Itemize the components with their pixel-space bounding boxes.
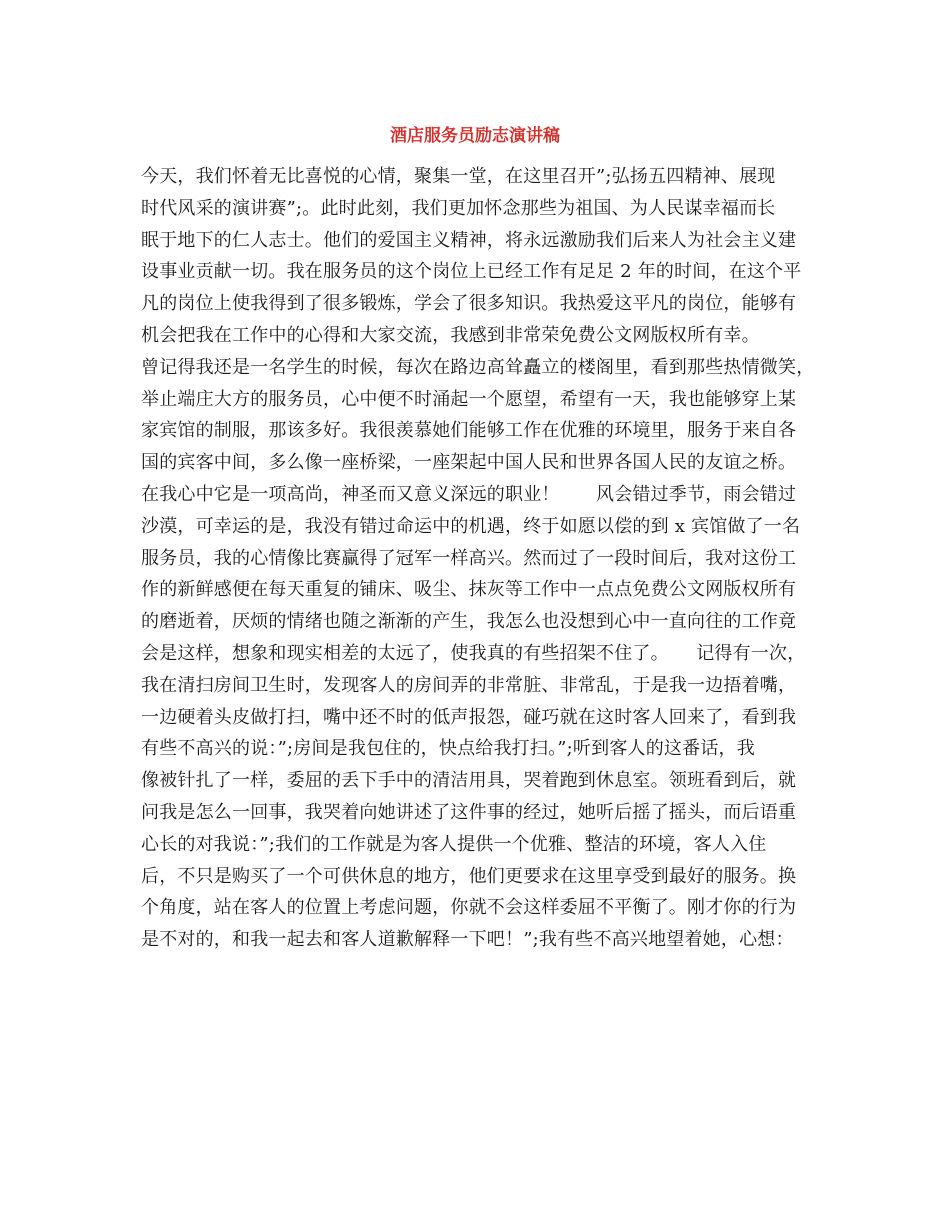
body-line: 的磨逝着，厌烦的情绪也随之渐渐的产生，我怎么也没想到心中一直向往的工作竟 [141, 611, 797, 633]
body-line: 国的宾客中间，多么像一座桥梁，一座架起中国人民和世界各国人民的友谊之桥。 [141, 452, 797, 474]
body-line: 今天，我们怀着无比喜悦的心情，聚集一堂，在这里召开”;弘扬五四精神、展现 [141, 166, 776, 187]
body-line: 眠于地下的仁人志士。他们的爱国主义精神，将永远激励我们后来人为社会主义建 [141, 229, 797, 251]
document-body [141, 161, 831, 956]
body-line: 个角度，站在客人的位置上考虑问题，你就不会这样委屈不平衡了。刚才你的行为 [141, 897, 797, 919]
body-line: 时代风采的演讲赛”;。此时此刻，我们更加怀念那些为祖国、为人民谋幸福而长 [141, 197, 776, 219]
body-line: 心长的对我说：”;我们的工作就是为客人提供一个优雅、整洁的环境，客人入住 [141, 833, 767, 855]
body-line: 沙漠，可幸运的是，我没有错过命运中的机遇，终于如愿以偿的到 x 宾馆做了一名 [141, 515, 801, 537]
body-line: 服务员，我的心情像比赛赢得了冠军一样高兴。然而过了一段时间后，我对这份工 [141, 547, 797, 569]
body-line: 举止端庄大方的服务员，心中便不时涌起一个愿望，希望有一天，我也能够穿上某 [141, 388, 797, 410]
body-line: 一边硬着头皮做打扫，嘴中还不时的低声报怨，碰巧就在这时客人回来了，看到我 [141, 706, 797, 728]
body-line: 设事业贡献一切。我在服务员的这个岗位上已经工作有足足 2 年的时间，在这个平 [141, 261, 802, 283]
body-line: 家宾馆的制服，那该多好。我很羡慕她们能够工作在优雅的环境里，服务于来自各 [141, 420, 797, 442]
document-title: 酒店服务员励志演讲稿 [390, 126, 560, 146]
body-line: 有些不高兴的说：”;房间是我包住的，快点给我打扫。”;听到客人的这番话，我 [141, 738, 755, 760]
body-line: 像被针扎了一样，委屈的丢下手中的清洁用具，哭着跑到休息室。领班看到后，就 [141, 770, 797, 792]
body-line: 作的新鲜感便在每天重复的铺床、吸尘、抹灰等工作中一点点免费公文网版权所有 [141, 579, 797, 601]
body-line: 曾记得我还是一名学生的时候，每次在路边高耸矗立的楼阁里，看到那些热情微笑， [141, 356, 815, 378]
body-line: 凡的岗位上使我得到了很多锻炼，学会了很多知识。我热爱这平凡的岗位，能够有 [141, 293, 797, 315]
body-line: 后，不只是购买了一个可供休息的地方，他们更要求在这里享受到最好的服务。换 [141, 865, 797, 887]
body-line: 问我是怎么一回事，我哭着向她讲述了这件事的经过，她听后摇了摇头，而后语重 [141, 801, 797, 823]
body-line: 是不对的，和我一起去和客人道歉解释一下吧！”;我有些不高兴地望着她，心想： [141, 929, 794, 951]
body-line: 我在清扫房间卫生时，发现客人的房间弄的非常脏、非常乱，于是我一边捂着嘴， [141, 674, 797, 696]
body-line: 机会把我在工作中的心得和大家交流，我感到非常荣免费公文网版权所有幸。 [141, 324, 760, 346]
body-line: 在我心中它是一项高尚，神圣而又意义深远的职业！ 风会错过季节，雨会错过 [141, 483, 797, 505]
body-line: 会是这样，想象和现实相差的太远了，使我真的有些招架不住了。 记得有一次， [141, 642, 806, 664]
